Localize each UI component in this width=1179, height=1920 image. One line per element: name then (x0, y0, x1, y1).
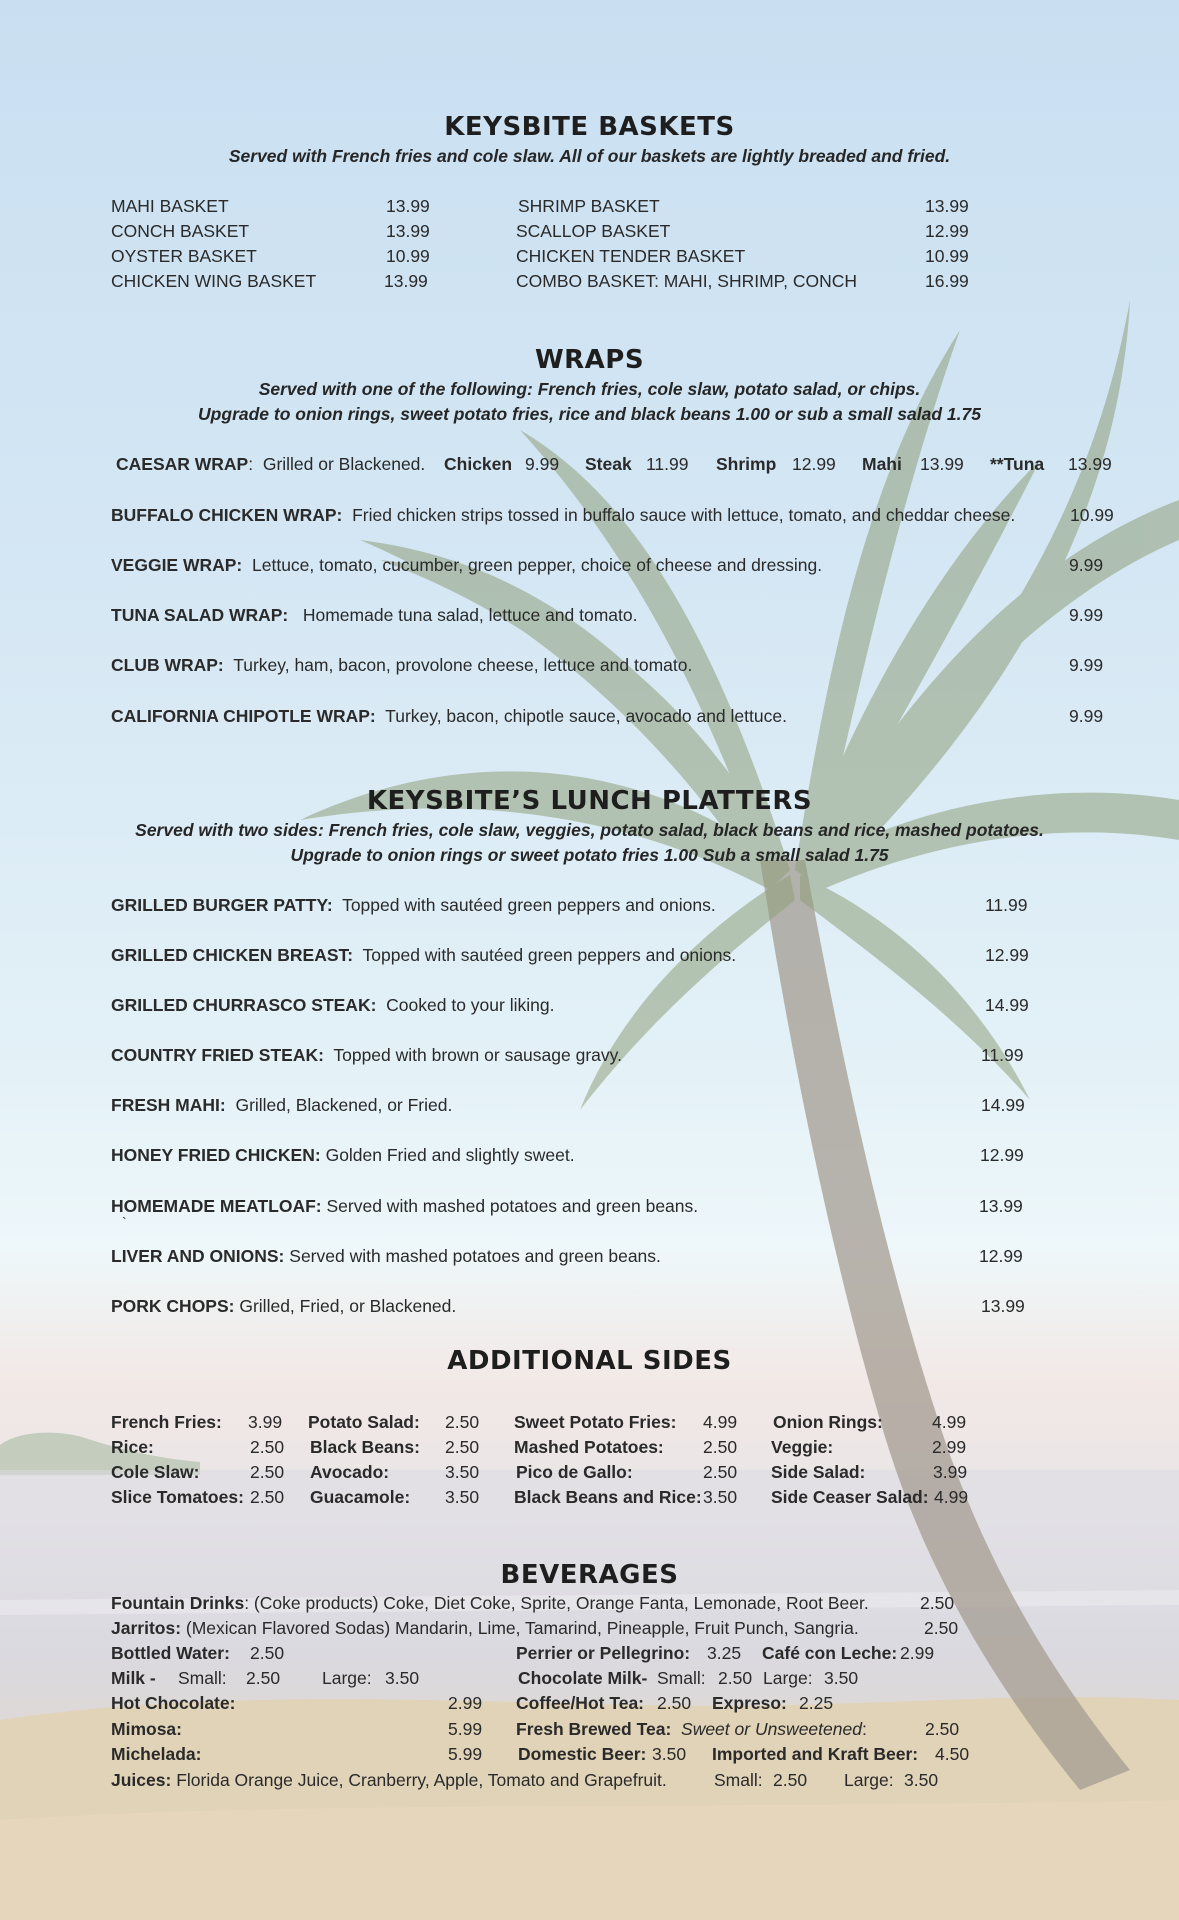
side-price: 2.50 (250, 1487, 285, 1507)
baskets-title: KEYSBITE BASKETS (444, 112, 735, 142)
side-name: Avocado: (310, 1462, 390, 1482)
side-price: 3.50 (445, 1462, 480, 1482)
item-desc: Topped with sautéed green peppers and onions. (342, 895, 716, 915)
item-name: CAESAR WRAP (116, 454, 249, 474)
bev-name: Juices: (111, 1770, 172, 1790)
side-name: Sweet Potato Fries: (514, 1412, 677, 1432)
side-name: Pico de Gallo: (516, 1462, 633, 1482)
item-price: 14.99 (985, 995, 1029, 1015)
bev-name: Chocolate Milk- (518, 1668, 648, 1688)
side-price: 2.50 (250, 1462, 285, 1482)
item-price: 12.99 (980, 1145, 1024, 1165)
bev-desc: Florida Orange Juice, Cranberry, Apple, Tomato and Grapefruit. (176, 1770, 667, 1790)
item-name: COUNTRY FRIED STEAK: (111, 1045, 324, 1065)
side-price: 3.99 (248, 1412, 283, 1432)
side-name: Cole Slaw: (111, 1462, 200, 1482)
item-desc: Served with mashed potatoes and green beans. (326, 1196, 699, 1216)
side-price: 4.99 (934, 1487, 969, 1507)
item-desc: Served with mashed potatoes and green beans. (289, 1246, 661, 1266)
size-label: Small: (657, 1668, 706, 1688)
wraps-title: WRAPS (534, 345, 645, 375)
item-desc: Topped with sautéed green peppers and onions. (362, 945, 737, 965)
item-price: 9.99 (1069, 655, 1104, 675)
side-name: Potato Salad: (308, 1412, 420, 1432)
colon: : (861, 1719, 867, 1739)
bev-name: Coffee/Hot Tea: (516, 1693, 645, 1713)
bev-name: Hot Chocolate: (111, 1693, 236, 1713)
item-name: CLUB WRAP: (111, 655, 224, 675)
side-name: Guacamole: (310, 1487, 411, 1507)
size-label: Small: (714, 1770, 763, 1790)
side-name: French Fries: (111, 1412, 222, 1432)
size-price: 2.50 (718, 1668, 753, 1688)
item-price: 2.50 (920, 1593, 955, 1613)
stray-mark: ` (122, 1214, 127, 1230)
option-price: 13.99 (1068, 454, 1112, 474)
size-label: Small: (178, 1668, 227, 1688)
item-desc: Golden Fried and slightly sweet. (325, 1145, 575, 1165)
beverages-title: BEVERAGES (500, 1560, 679, 1590)
bev-name: Milk - (111, 1668, 156, 1688)
option-price: 13.99 (920, 454, 964, 474)
wraps-subtitle-2: Upgrade to onion rings, sweet potato fries, rice and black beans 1.00 or sub a small salad 1.75 (198, 404, 981, 424)
item-name: BUFFALO CHICKEN WRAP: (111, 505, 343, 525)
item-price: 16.99 (925, 271, 969, 291)
bev-name: Expreso: (712, 1693, 787, 1713)
item-price: 13.99 (979, 1196, 1023, 1216)
item-price: 12.99 (985, 945, 1029, 965)
fountain-drinks-row (111, 1593, 869, 1614)
item-price: 10.99 (925, 246, 969, 266)
bev-price: 3.25 (707, 1643, 742, 1663)
item-name: Fountain Drinks (111, 1593, 245, 1613)
list-item (111, 655, 692, 676)
item-name: SCALLOP BASKET (516, 221, 671, 241)
side-name: Side Ceaser Salad: (771, 1487, 929, 1507)
side-name: Mashed Potatoes: (514, 1437, 664, 1457)
item-desc: Lettuce, tomato, cucumber, green pepper, choice of cheese and dressing. (252, 555, 823, 575)
list-item (111, 995, 554, 1016)
option-price: 9.99 (525, 454, 560, 474)
item-name: SHRIMP BASKET (518, 196, 660, 216)
item-price: 2.50 (924, 1618, 959, 1638)
item-name: MAHI BASKET (111, 196, 229, 216)
item-name: GRILLED CHICKEN BREAST: (111, 945, 354, 965)
bev-name: Fresh Brewed Tea: (516, 1719, 672, 1739)
bev-price: 3.50 (652, 1744, 687, 1764)
size-label: Large: (844, 1770, 894, 1790)
item-price: 9.99 (1069, 706, 1104, 726)
item-name: CONCH BASKET (111, 221, 250, 241)
item-price: 9.99 (1069, 605, 1104, 625)
list-item (111, 1145, 575, 1166)
item-price: 13.99 (981, 1296, 1025, 1316)
item-price: 13.99 (384, 271, 428, 291)
item-desc: Turkey, ham, bacon, provolone cheese, lettuce and tomato. (233, 655, 693, 675)
option-label: Mahi (862, 454, 902, 474)
side-price: 2.50 (445, 1437, 480, 1457)
item-name: CHICKEN WING BASKET (111, 271, 317, 291)
side-name: Side Salad: (771, 1462, 866, 1482)
side-price: 4.99 (932, 1412, 967, 1432)
item-name: FRESH MAHI: (111, 1095, 226, 1115)
list-item (111, 1296, 456, 1317)
item-price: 12.99 (925, 221, 969, 241)
item-name: GRILLED CHURRASCO STEAK: (111, 995, 377, 1015)
item-desc: Grilled, Fried, or Blackened. (239, 1296, 457, 1316)
bev-price: 2.99 (900, 1643, 935, 1663)
item-price: 14.99 (981, 1095, 1025, 1115)
side-price: 2.50 (445, 1412, 480, 1432)
list-item (111, 221, 249, 242)
side-price: 2.50 (250, 1437, 285, 1457)
item-desc: Topped with brown or sausage gravy. (333, 1045, 622, 1065)
list-item (111, 1045, 622, 1066)
size-price: 3.50 (385, 1668, 420, 1688)
item-desc: Turkey, bacon, chipotle sauce, avocado and lettuce. (385, 706, 787, 726)
platters-title: KEYSBITE’S LUNCH PLATTERS (366, 786, 813, 816)
bev-name: Perrier or Pellegrino: (516, 1643, 691, 1663)
bev-desc: Sweet or Unsweetened (681, 1719, 862, 1739)
item-name: LIVER AND ONIONS: (111, 1246, 285, 1266)
bev-name: Bottled Water: (111, 1643, 230, 1663)
item-name: CALIFORNIA CHIPOTLE WRAP: (111, 706, 376, 726)
list-item (111, 945, 736, 966)
item-name: GRILLED BURGER PATTY: (111, 895, 333, 915)
list-item (111, 246, 257, 267)
size-label: Large: (322, 1668, 372, 1688)
item-name: VEGGIE WRAP: (111, 555, 243, 575)
side-price: 2.50 (703, 1462, 738, 1482)
item-name: TUNA SALAD WRAP: (111, 605, 289, 625)
list-item (111, 271, 316, 292)
sides-title: ADDITIONAL SIDES (447, 1346, 732, 1376)
option-label: Steak (585, 454, 632, 474)
item-name: Jarritos: (111, 1618, 182, 1638)
side-name: Rice: (111, 1437, 154, 1457)
side-price: 3.99 (933, 1462, 968, 1482)
item-desc: (Mexican Flavored Sodas) Mandarin, Lime, Tamarind, Pineapple, Fruit Punch, Sangria. (185, 1618, 859, 1638)
item-name: CHICKEN TENDER BASKET (516, 246, 746, 266)
list-item (111, 505, 1015, 526)
item-price: 10.99 (1070, 505, 1114, 525)
size-price: 2.50 (773, 1770, 808, 1790)
item-name: HONEY FRIED CHICKEN: (111, 1145, 321, 1165)
list-item (111, 555, 822, 576)
bev-price: 5.99 (448, 1719, 483, 1739)
size-label: Large: (763, 1668, 813, 1688)
item-name: OYSTER BASKET (111, 246, 257, 266)
bev-name: Domestic Beer: (518, 1744, 647, 1764)
item-desc: Cooked to your liking. (386, 995, 555, 1015)
option-label: Chicken (444, 454, 513, 474)
platters-subtitle-2: Upgrade to onion rings or sweet potato fries 1.00 Sub a small salad 1.75 (290, 845, 889, 865)
item-price: 13.99 (386, 196, 430, 216)
juices-row (111, 1770, 667, 1791)
bev-name: Imported and Kraft Beer: (712, 1744, 919, 1764)
option-price: 11.99 (646, 454, 689, 474)
item-price: 9.99 (1069, 555, 1104, 575)
size-price: 3.50 (904, 1770, 939, 1790)
item-price: 13.99 (925, 196, 969, 216)
bev-price: 5.99 (448, 1744, 483, 1764)
bev-price: 2.50 (657, 1693, 692, 1713)
platters-subtitle-1: Served with two sides: French fries, cole slaw, veggies, potato salad, black beans and rice, mashed potatoes. (135, 820, 1044, 840)
bev-price: 2.50 (925, 1719, 960, 1739)
bev-price: 4.50 (935, 1744, 970, 1764)
item-name: COMBO BASKET: MAHI, SHRIMP, CONCH (516, 271, 857, 291)
item-name: HOMEMADE MEATLOAF: (111, 1196, 322, 1216)
list-item (111, 196, 229, 217)
item-price: 12.99 (979, 1246, 1023, 1266)
option-label: Shrimp (716, 454, 777, 474)
jarritos-row (111, 1618, 859, 1639)
size-price: 3.50 (824, 1668, 859, 1688)
side-price: 2.99 (932, 1437, 967, 1457)
side-price: 3.50 (703, 1487, 738, 1507)
side-name: Onion Rings: (773, 1412, 883, 1432)
bev-name: Café con Leche: (762, 1643, 898, 1663)
caesar-wrap-row: CAESAR WRAP: Grilled or Blackened. (116, 454, 426, 474)
item-desc: Grilled, Blackened, or Fried. (235, 1095, 453, 1115)
list-item (111, 706, 787, 727)
item-desc: Grilled or Blackened. (262, 454, 426, 474)
option-price: 12.99 (792, 454, 836, 474)
list-item (111, 1196, 698, 1217)
side-name: Veggie: (771, 1437, 834, 1457)
item-price: 13.99 (386, 221, 430, 241)
wraps-subtitle-1: Served with one of the following: French fries, cole slaw, potato salad, or chips. (258, 379, 921, 399)
side-name: Slice Tomatoes: (111, 1487, 244, 1507)
list-item (111, 1246, 661, 1267)
side-price: 4.99 (703, 1412, 738, 1432)
size-price: 2.50 (246, 1668, 281, 1688)
bev-name: Mimosa: (111, 1719, 182, 1739)
side-price: 2.50 (703, 1437, 738, 1457)
fresh-tea-row (516, 1719, 867, 1740)
item-price: 11.99 (985, 895, 1028, 915)
baskets-subtitle: Served with French fries and cole slaw. All of our baskets are lightly breaded and fried. (228, 146, 951, 166)
item-price: 11.99 (981, 1045, 1024, 1065)
item-price: 10.99 (386, 246, 430, 266)
bev-price: 2.25 (799, 1693, 834, 1713)
list-item (111, 605, 638, 626)
side-price: 3.50 (445, 1487, 480, 1507)
list-item (111, 1095, 452, 1116)
item-desc: Homemade tuna salad, lettuce and tomato. (302, 605, 638, 625)
bev-price: 2.50 (250, 1643, 285, 1663)
side-name: Black Beans and Rice: (514, 1487, 702, 1507)
list-item (111, 895, 716, 916)
item-desc: Fried chicken strips tossed in buffalo sauce with lettuce, tomato, and cheddar cheese. (352, 505, 1016, 525)
item-desc: : (Coke products) Coke, Diet Coke, Sprite, Orange Fanta, Lemonade, Root Beer. (244, 1593, 869, 1613)
side-name: Black Beans: (310, 1437, 420, 1457)
bev-price: 2.99 (448, 1693, 483, 1713)
bev-name: Michelada: (111, 1744, 202, 1764)
item-name: PORK CHOPS: (111, 1296, 235, 1316)
option-label: **Tuna (990, 454, 1045, 474)
